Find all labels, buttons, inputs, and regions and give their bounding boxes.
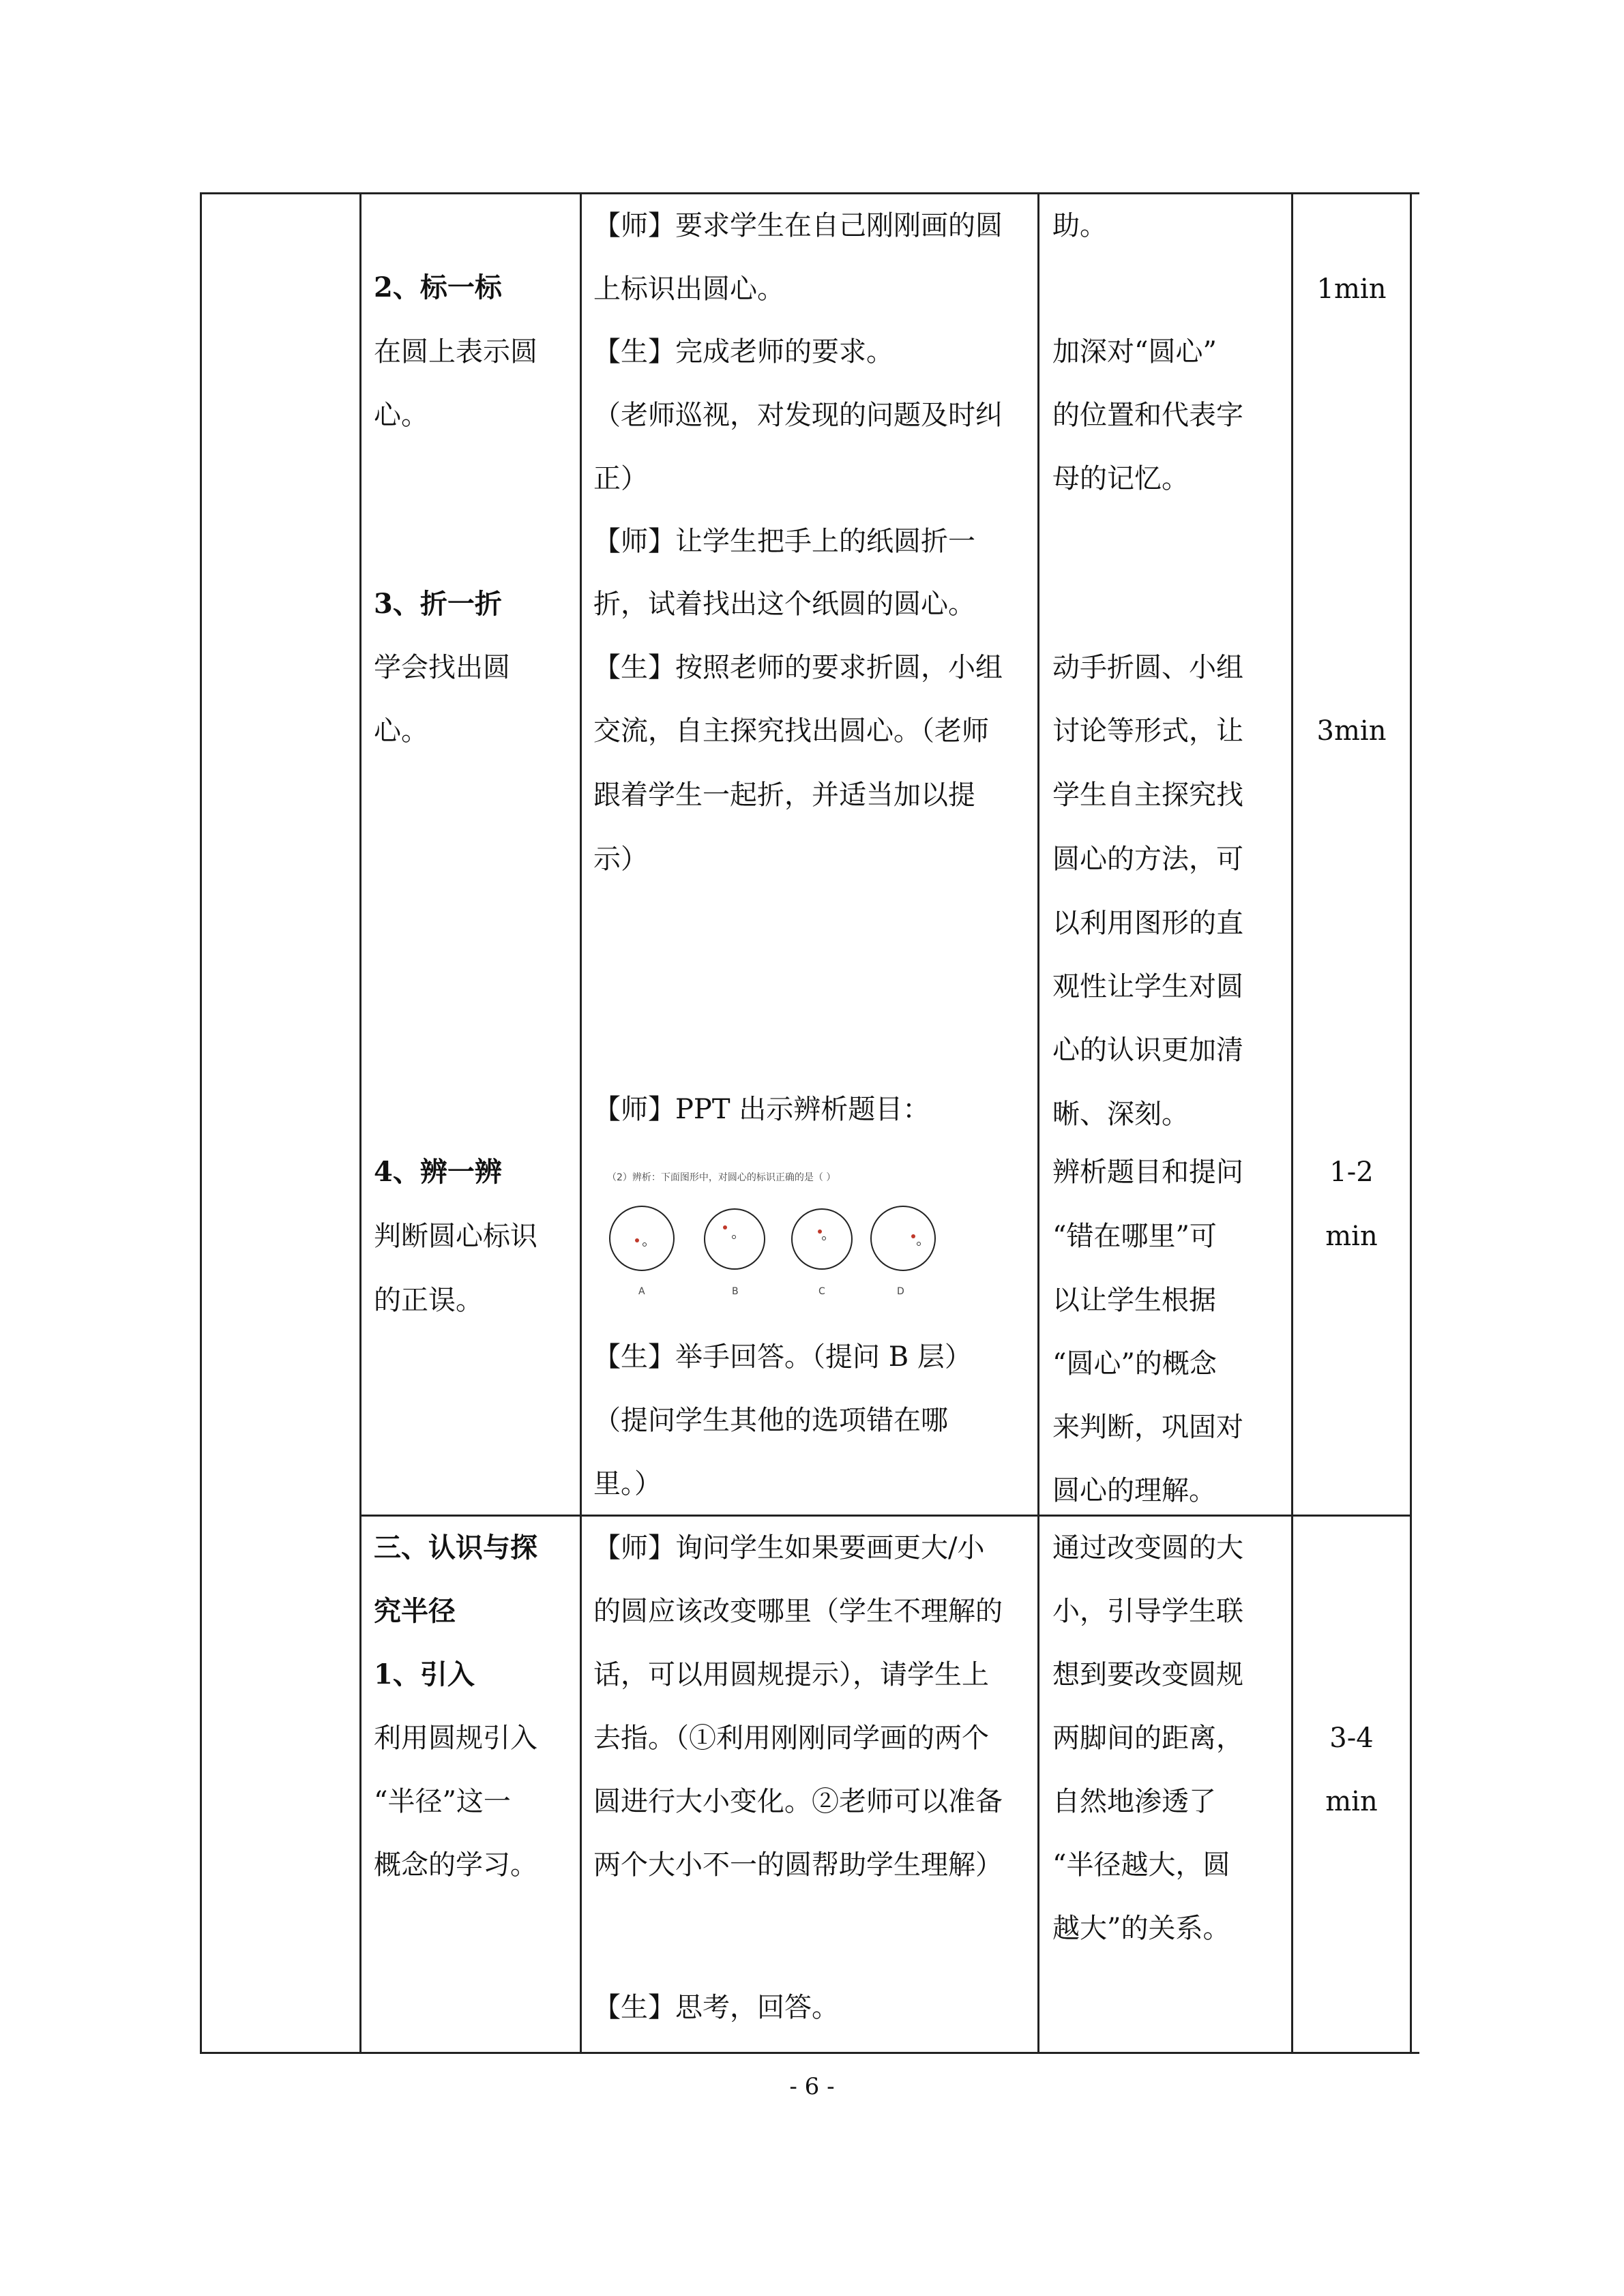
table-border-left bbox=[200, 192, 202, 2054]
intent-line: 通过改变圆的大 bbox=[1052, 1532, 1243, 1564]
time-value: 3-4 bbox=[1329, 1723, 1374, 1754]
table-col-divider-4 bbox=[1291, 192, 1293, 2054]
process-line: （老师巡视，对发现的问题及时纠 bbox=[593, 400, 1003, 431]
process-line: 【师】要求学生在自己刚刚画的圆 bbox=[593, 210, 1003, 241]
process-line: 折，试着找出这个纸圆的圆心。 bbox=[593, 588, 975, 620]
step-desc: 学会找出圆 bbox=[374, 652, 510, 683]
intent-line: 以让学生根据 bbox=[1052, 1285, 1216, 1316]
circle-a bbox=[609, 1206, 675, 1271]
circle-b bbox=[704, 1208, 765, 1270]
process-line: 【生】按照老师的要求折圆，小组 bbox=[593, 652, 1003, 683]
intent-line: 辨析题目和提问 bbox=[1052, 1157, 1243, 1188]
circle-d bbox=[870, 1206, 936, 1271]
table-row-divider bbox=[359, 1515, 1412, 1517]
intent-line: 讨论等形式，让 bbox=[1052, 715, 1243, 747]
step-desc: “半径”这一 bbox=[374, 1786, 511, 1817]
time-value: 3min bbox=[1316, 715, 1387, 747]
process-line: 话，可以用圆规提示），请学生上 bbox=[593, 1659, 989, 1690]
section-title: 究半径 bbox=[374, 1595, 456, 1627]
process-line: 【生】完成老师的要求。 bbox=[593, 336, 894, 368]
option-label: C bbox=[818, 1286, 825, 1297]
intent-line: 以利用图形的直 bbox=[1052, 908, 1243, 939]
intent-line: 圆心的方法，可 bbox=[1052, 844, 1243, 875]
step-desc: 心。 bbox=[374, 400, 428, 431]
step-desc: 判断圆心标识 bbox=[374, 1221, 537, 1252]
table-col-divider-3 bbox=[1037, 192, 1039, 2054]
intent-line: “圆心”的概念 bbox=[1052, 1348, 1217, 1380]
dot-red bbox=[818, 1229, 822, 1234]
step-title-1: 1、引入 bbox=[374, 1658, 475, 1690]
intent-line: 母的记忆。 bbox=[1052, 463, 1189, 494]
time-value: 1min bbox=[1316, 273, 1387, 305]
process-line: 两个大小不一的圆帮助学生理解） bbox=[593, 1849, 1003, 1881]
option-label: D bbox=[897, 1286, 904, 1297]
intent-line: 晰、深刻。 bbox=[1052, 1099, 1189, 1130]
dot-red bbox=[635, 1238, 639, 1242]
process-line: 【师】询问学生如果要画更大/小 bbox=[593, 1532, 985, 1564]
time-value: min bbox=[1325, 1221, 1378, 1252]
process-line: 跟着学生一起折，并适当加以提 bbox=[593, 779, 975, 811]
process-line: 上标识出圆心。 bbox=[593, 273, 784, 305]
intent-line: 的位置和代表字 bbox=[1052, 400, 1243, 431]
time-value: min bbox=[1325, 1786, 1378, 1817]
process-line: 示） bbox=[593, 844, 648, 875]
intent-line: 加深对“圆心” bbox=[1052, 336, 1217, 368]
intent-line: 来判断，巩固对 bbox=[1052, 1412, 1243, 1443]
intent-line: 圆心的理解。 bbox=[1052, 1475, 1216, 1506]
step-title-4: 4、辨一辨 bbox=[374, 1156, 502, 1188]
table-col-divider-1 bbox=[359, 192, 361, 2054]
page-number: - 6 - bbox=[789, 2073, 835, 2100]
dot-open bbox=[643, 1242, 647, 1247]
intent-line: 助。 bbox=[1052, 210, 1107, 241]
dot-open bbox=[917, 1242, 921, 1246]
option-label: B bbox=[732, 1286, 739, 1297]
step-desc: 概念的学习。 bbox=[374, 1849, 537, 1881]
intent-line: 自然地渗透了 bbox=[1052, 1786, 1216, 1817]
dot-open bbox=[822, 1236, 826, 1240]
intent-line: 越大”的关系。 bbox=[1052, 1913, 1230, 1944]
intent-line: “错在哪里”可 bbox=[1052, 1221, 1217, 1252]
intent-line: 两脚间的距离， bbox=[1052, 1723, 1243, 1754]
time-value: 1-2 bbox=[1329, 1157, 1374, 1188]
step-title-2: 2、标一标 bbox=[374, 271, 502, 303]
intent-line: 心的认识更加清 bbox=[1052, 1034, 1243, 1066]
process-line: 正） bbox=[593, 463, 648, 494]
process-line: 【生】思考，回答。 bbox=[593, 1992, 839, 2023]
intent-line: 小，引导学生联 bbox=[1052, 1596, 1243, 1627]
dot-red bbox=[723, 1225, 727, 1229]
dot-open bbox=[732, 1235, 736, 1239]
intent-line: 观性让学生对圆 bbox=[1052, 971, 1243, 1002]
table-border-right bbox=[1410, 192, 1412, 2054]
step-desc: 利用圆规引入 bbox=[374, 1723, 537, 1754]
intent-line: 想到要改变圆规 bbox=[1052, 1659, 1243, 1690]
process-line: 里。） bbox=[593, 1468, 662, 1500]
intent-line: 动手折圆、小组 bbox=[1052, 652, 1243, 683]
step-desc: 的正误。 bbox=[374, 1285, 483, 1316]
table-col-divider-2 bbox=[580, 192, 582, 2054]
process-line: 圆进行大小变化。②老师可以准备 bbox=[593, 1786, 1003, 1817]
process-line: 【师】PPT 出示辨析题目： bbox=[593, 1094, 930, 1125]
process-line: 交流，自主探究找出圆心。（老师 bbox=[593, 715, 989, 747]
process-line: 去指。（①利用刚刚同学画的两个 bbox=[593, 1723, 989, 1754]
process-line: 【生】举手回答。（提问 B 层） bbox=[593, 1341, 972, 1373]
table-border-top bbox=[200, 192, 1419, 194]
figure-caption: （2）辨析：下面图形中，对圆心的标识正确的是（ ） bbox=[607, 1172, 836, 1183]
dot-red bbox=[911, 1234, 915, 1238]
table-border-bottom bbox=[200, 2052, 1419, 2054]
process-line: 的圆应该改变哪里（学生不理解的 bbox=[593, 1596, 1003, 1627]
process-line: （提问学生其他的选项错在哪 bbox=[593, 1405, 948, 1436]
step-desc: 在圆上表示圆 bbox=[374, 336, 537, 368]
process-line: 【师】让学生把手上的纸圆折一 bbox=[593, 526, 975, 557]
step-title-3: 3、折一折 bbox=[374, 588, 502, 620]
step-desc: 心。 bbox=[374, 715, 428, 747]
intent-line: 学生自主探究找 bbox=[1052, 779, 1243, 811]
option-label: A bbox=[638, 1286, 645, 1297]
section-title: 三、认识与探 bbox=[374, 1532, 537, 1564]
intent-line: “半径越大，圆 bbox=[1052, 1849, 1230, 1881]
